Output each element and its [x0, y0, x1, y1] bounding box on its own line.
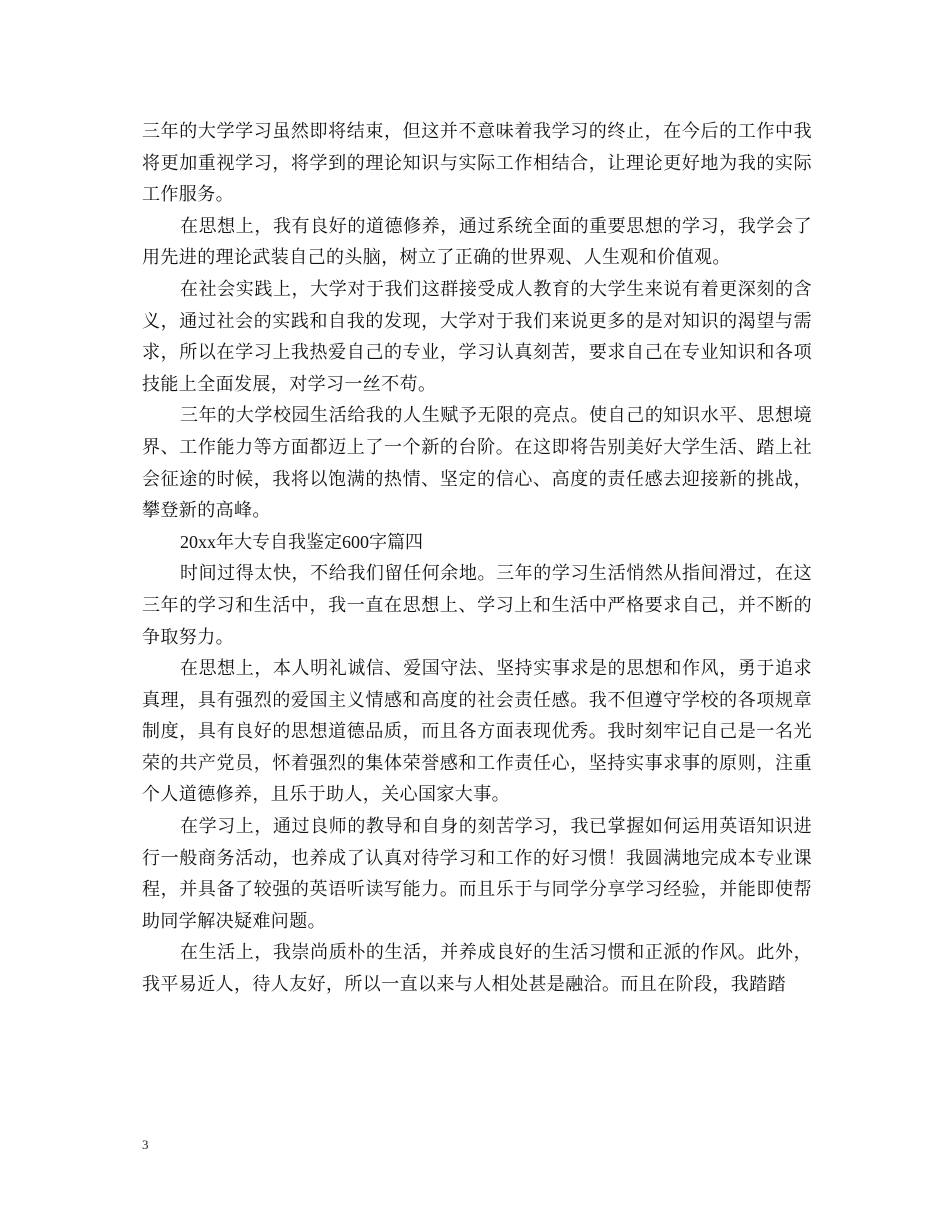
paragraph: 在思想上，本人明礼诚信、爱国守法、坚持实事求是的思想和作风，勇于追求真理，具有强烈的爱国主义情感和高度的社会责任感。我不但遵守学校的各项规章制度，具有良好的思想道德品质，而且各方面表现优秀。我时刻牢记自己是一名光荣的共产党员，怀着强烈的集体荣誉感和工作责任心，坚持实事求事的原则，注重个人道德修养，且乐于助人，关心国家大事。 — [142, 658, 812, 806]
section-heading: 20xx年大专自我鉴定600字篇四 — [180, 531, 423, 552]
page-number: 3 — [142, 1137, 149, 1152]
paragraph: 时间过得太快，不给我们留任何余地。三年的学习生活悄然从指间滑过，在这三年的学习和生活中，我一直在思想上、学习上和生活中严格要求自己，并不断的争取努力。 — [142, 563, 812, 648]
paragraph: 在学习上，通过良师的教导和自身的刻苦学习，我已掌握如何运用英语知识进行一般商务活动，也养成了认真对待学习和工作的好习惯！我圆满地完成本专业课程，并具备了较强的英语听读写能力。而且乐于与同学分享学习经验，并能即使帮助同学解决疑难问题。 — [142, 816, 812, 932]
paragraph: 三年的大学校园生活给我的人生赋予无限的亮点。使自己的知识水平、思想境界、工作能力等方面都迈上了一个新的台阶。在这即将告别美好大学生活、踏上社会征途的时候，我将以饱满的热情、坚定的信心、高度的责任感去迎接新的挑战，攀登新的高峰。 — [142, 405, 812, 522]
document-body — [142, 116, 812, 1001]
paragraph: 在思想上，我有良好的道德修养，通过系统全面的重要思想的学习，我学会了用先进的理论武装自己的头脑，树立了正确的世界观、人生观和价值观。 — [142, 215, 812, 269]
paragraph: 在社会实践上，大学对于我们这群接受成人教育的大学生来说有着更深刻的含义，通过社会的实践和自我的发现，大学对于我们来说更多的是对知识的渴望与需求，所以在学习上我热爱自己的专业，学习认真刻苦，要求自己在专业知识和各项技能上全面发展，对学习一丝不苟。 — [142, 278, 812, 395]
paragraph: 在生活上，我崇尚质朴的生活，并养成良好的生活习惯和正派的作风。此外，我平易近人，待人友好，所以一直以来与人相处甚是融洽。而且在阶段，我踏踏 — [142, 942, 812, 996]
paragraph: 三年的大学学习虽然即将结束，但这并不意味着我学习的终止，在今后的工作中我将更加重视学习，将学到的理论知识与实际工作相结合，让理论更好地为我的实际工作服务。 — [142, 121, 812, 206]
